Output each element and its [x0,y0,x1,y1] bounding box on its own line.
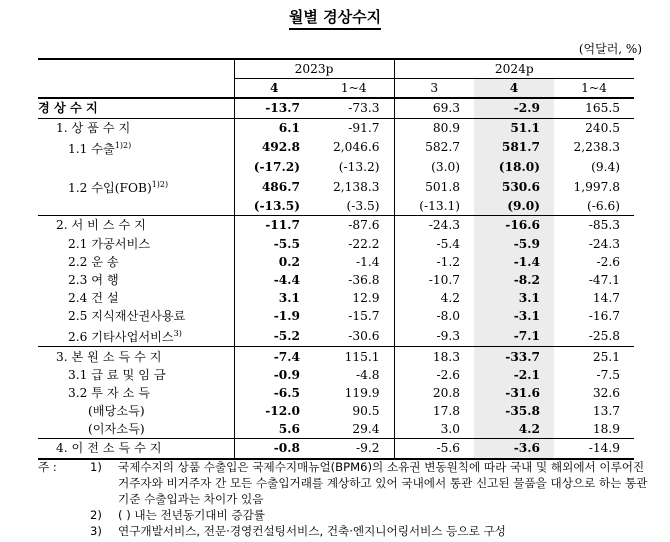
table-row [38,253,634,271]
table-cell: -11.7 [234,216,314,235]
row-label [38,234,234,252]
row-label-text: 3. 본 원 소 득 수 지 [56,349,162,364]
current-account-table [38,58,634,460]
table-cell: 51.1 [474,118,554,137]
footnote-text: 연구개발서비스, 전문·경영컨설팅서비스, 건축·엔지니어링서비스 등으로 구성 [118,524,506,538]
row-label-text: 2.3 여 행 [68,272,119,287]
table-cell: -9.3 [394,325,474,347]
row-label-text: 2. 서 비 스 수 지 [56,218,146,233]
table-cell: 3.1 [234,289,314,307]
table-cell: 115.1 [344,349,380,364]
table-cell: 119.9 [344,385,380,400]
table-cell: 0.2 [234,253,314,271]
row-label-text: 2.5 지식재산권사용료 [68,309,186,324]
table-cell: -91.7 [348,120,380,135]
footnote-item [38,459,658,507]
table-cell: 240.5 [585,120,621,135]
table-cell: -85.3 [588,218,621,233]
table-cell: -8.0 [394,307,474,325]
table-cell: -36.8 [348,272,380,287]
table-cell: -3.6 [474,439,554,459]
table-row [38,197,634,216]
footnote-item [38,507,658,523]
table-row [38,98,634,118]
table-cell: 2,238.3 [573,140,621,155]
row-label-text: 1.1 수출 [68,141,115,156]
table-cell: -87.6 [348,218,380,233]
table-cell: -5.4 [394,234,474,252]
table-cell: 14.7 [592,291,621,306]
table-cell: 4.2 [394,289,474,307]
table-cell: -7.1 [474,325,554,347]
table-cell: 13.7 [592,404,621,419]
footnote-key: 주 : [38,460,57,474]
table-cell: -13.7 [234,98,314,118]
table-cell: -4.4 [234,271,314,289]
table-cell: -3.1 [474,307,554,325]
table-cell: 20.8 [394,384,474,402]
table-cell: (-17.2) [234,158,314,176]
table-cell: -4.8 [356,367,380,382]
table-cell: -47.1 [588,272,621,287]
table-cell: -16.7 [588,309,621,324]
row-label-text: (이자소득) [88,422,145,437]
footnote-number: 1) [90,460,102,474]
table-cell: -0.8 [234,439,314,459]
table-cell: 12.9 [352,291,380,306]
table-cell: -31.6 [474,384,554,402]
table-cell: -9.2 [356,441,380,456]
footnote-marker: 3) [173,329,182,339]
row-label-text: (배당소득) [88,404,145,419]
quarter-header: 4 [474,79,554,99]
row-label [38,384,234,402]
table-cell: -22.2 [348,236,380,251]
table-row [38,384,634,402]
table-cell: -0.9 [234,366,314,384]
row-label-text: 4. 이 전 소 득 수 지 [56,441,162,456]
footnote-text: 국제수지의 상품 수출입은 국제수지매뉴얼(BPM6)의 소유권 변동원칙에 따라 국내 및 해외에서 이루어진 거주자와 비거주자 간 모든 수출입거래를 계상하고 있어 국내에서 통관 신고된 물품을 대상으로 하는 통관기준 수출입과는 차이가 있음 [118,460,648,506]
row-label [38,439,234,459]
row-label [38,98,234,118]
table-cell: -24.3 [394,216,474,235]
table-cell: 581.7 [474,137,554,158]
unit-label: (억달러, %) [578,42,642,56]
row-label-text: 3.2 투 자 소 득 [68,385,150,400]
footnote-number: 3) [90,524,102,538]
row-label [38,197,234,216]
row-label-text: 2.2 운 송 [68,254,119,269]
table-cell: (3.0) [394,158,474,176]
table-cell: 2,138.3 [332,179,380,194]
year-header-2024: 2024p [394,59,634,79]
table-row [38,402,634,420]
table-cell: (18.0) [474,158,554,176]
table-cell: 5.6 [234,420,314,439]
table-row [38,325,634,347]
table-cell: (-6.6) [554,197,634,216]
table-row [38,307,634,325]
table-cell: -8.2 [474,271,554,289]
row-label [38,253,234,271]
quarter-header: 3 [394,79,474,99]
row-label [38,325,234,347]
table-cell: 18.3 [394,347,474,366]
row-label [38,307,234,325]
table-cell: (-3.5) [314,197,394,216]
row-label-text: 1. 상 품 수 지 [56,120,131,135]
table-cell: 165.5 [554,98,634,118]
table-cell: -7.4 [234,347,314,366]
balance-table-container [38,58,634,460]
table-cell: -1.9 [234,307,314,325]
table-row [38,137,634,158]
row-label [38,176,234,197]
table-cell: -30.6 [314,325,394,347]
row-label [38,347,234,366]
table-cell: 492.8 [234,137,314,158]
table-row [38,271,634,289]
table-cell: 486.7 [234,176,314,197]
footnote-marker: 1)2) [114,140,132,150]
table-row [38,118,634,137]
table-cell: -1.4 [356,254,380,269]
table-cell: -7.5 [596,367,621,382]
row-label-text: 경 상 수 지 [38,101,98,116]
table-cell: -12.0 [234,402,314,420]
table-cell: -2.1 [474,366,554,384]
table-cell: -5.6 [394,439,474,459]
table-cell: 4.2 [474,420,554,439]
table-cell: 25.1 [592,349,621,364]
table-cell: -33.7 [474,347,554,366]
row-label-text: 3.1 급 료 및 임 금 [68,367,166,382]
footnote-number: 2) [90,508,102,522]
table-row [38,366,634,384]
row-label [38,137,234,158]
row-label [38,402,234,420]
row-label [38,118,234,137]
page-title: 월별 경상수지 [0,6,670,30]
row-label [38,366,234,384]
row-label-text: 2.6 기타사업서비스 [68,330,174,345]
year-header-2023: 2023p [234,59,394,79]
table-row [38,347,634,366]
table-cell: -2.6 [596,254,621,269]
table-cell: (9.0) [474,197,554,216]
table-cell: -6.5 [234,384,314,402]
row-label-text: 2.4 건 설 [68,291,119,306]
row-label [38,289,234,307]
table-cell: -1.4 [474,253,554,271]
table-cell: (-13.2) [338,159,380,174]
table-body [38,98,634,458]
row-label [38,271,234,289]
table-cell: -5.9 [474,234,554,252]
row-label-text: 2.1 가공서비스 [68,236,151,251]
table-cell: 530.6 [474,176,554,197]
footnote-item [38,523,658,539]
table-cell: -14.9 [588,441,621,456]
table-cell: 3.1 [474,289,554,307]
table-cell: (-13.1) [394,197,474,216]
table-row [38,234,634,252]
table-cell: -2.9 [474,98,554,118]
table-cell: 3.0 [394,420,474,439]
table-cell: 501.8 [394,176,474,197]
table-row [38,158,634,176]
quarter-header: 4 [234,79,314,99]
table-cell: 90.5 [352,404,380,419]
quarter-header-row [38,79,634,99]
quarter-header: 1~4 [581,81,607,96]
table-cell: 17.8 [394,402,474,420]
table-row [38,420,634,439]
table-row [38,216,634,235]
table-cell: 80.9 [394,118,474,137]
table-cell: -5.2 [234,325,314,347]
table-cell: -16.6 [474,216,554,235]
quarter-header: 1~4 [340,81,367,96]
row-label [38,420,234,439]
year-header-row [38,59,634,79]
table-cell: 582.7 [394,137,474,158]
footnote-marker: 1)2) [151,180,169,189]
table-cell: -73.3 [314,98,394,118]
table-row [38,289,634,307]
row-label [38,158,234,176]
table-row [38,439,634,459]
table-cell: 2,046.6 [332,140,380,155]
table-cell: -10.7 [394,271,474,289]
footnote-text: ( ) 내는 전년동기대비 증감률 [118,508,265,522]
table-cell: 29.4 [314,420,394,439]
table-cell: 32.6 [592,385,621,400]
footnotes [38,459,658,539]
table-cell: -1.2 [394,253,474,271]
table-cell: -24.3 [588,236,621,251]
table-cell: -35.8 [474,402,554,420]
table-cell: 1,997.8 [573,179,621,194]
table-cell: -25.8 [554,325,634,347]
table-cell: -2.6 [394,366,474,384]
table-cell: 69.3 [394,98,474,118]
table-cell: (-13.5) [234,197,314,216]
row-label-text: 1.2 수입(FOB) [68,181,152,196]
table-cell: 18.9 [554,420,634,439]
table-cell: 6.1 [234,118,314,137]
table-cell: -15.7 [348,309,380,324]
table-row [38,176,634,197]
row-label [38,216,234,235]
table-cell: -5.5 [234,234,314,252]
table-cell: (9.4) [591,159,621,174]
